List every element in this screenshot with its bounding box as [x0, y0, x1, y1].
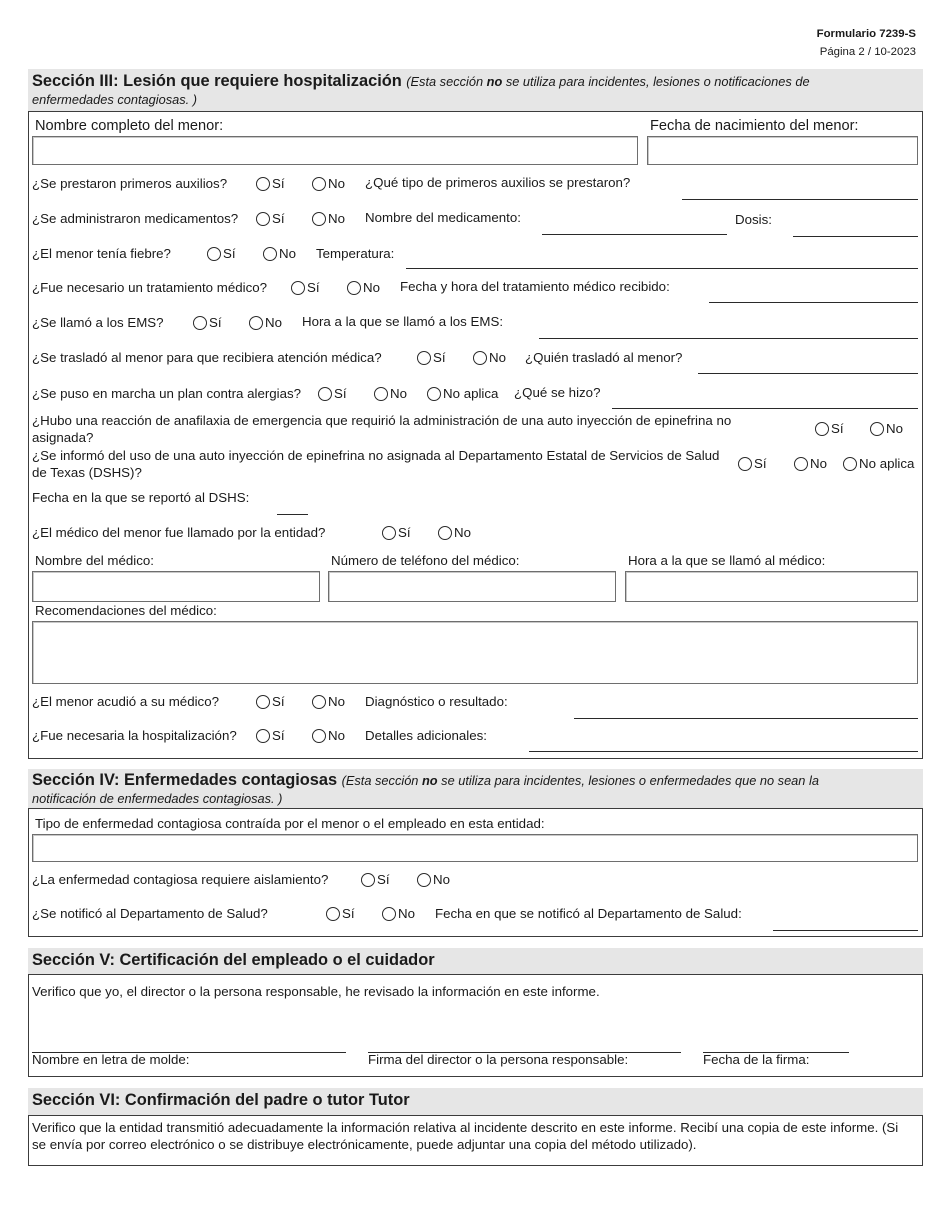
child-dob-field[interactable] — [647, 136, 918, 165]
doctor-recs-label: Recomendaciones del médico: — [35, 603, 217, 618]
page-info: Página 2 / 10-2023 — [819, 46, 916, 58]
fever-no-option[interactable]: No — [263, 246, 296, 262]
hospitalization-question: ¿Fue necesaria la hospitalización? — [32, 728, 237, 743]
allergy-what-label: ¿Qué se hizo? — [514, 385, 601, 400]
diagnosis-label: Diagnóstico o resultado: — [365, 694, 508, 709]
allergy-yes-radio[interactable] — [318, 387, 332, 401]
treatment-datetime-label: Fecha y hora del tratamiento médico recibido: — [400, 279, 670, 294]
health-dept-no-option[interactable]: No — [382, 906, 415, 922]
treatment-question: ¿Fue necesario un tratamiento médico? — [32, 280, 268, 295]
ems-time-label: Hora a la que se llamó a los EMS: — [302, 314, 504, 329]
transport-no-option[interactable]: No — [473, 350, 506, 366]
fever-question: ¿El menor tenía fiebre? — [32, 246, 171, 261]
allergy-yes-option[interactable]: Sí — [318, 386, 347, 402]
details-label: Detalles adicionales: — [365, 728, 487, 743]
section-5-title: Sección V: Certificación del empleado o el cuidador — [32, 951, 435, 969]
print-name-label: Nombre en letra de molde: — [32, 1052, 190, 1067]
visited-doctor-question: ¿El menor acudió a su médico? — [32, 694, 219, 709]
treatment-yes-radio[interactable] — [291, 281, 305, 295]
meds-no-radio[interactable] — [312, 212, 326, 226]
dshs-date-line[interactable] — [277, 514, 308, 515]
section-4-title: Sección IV: Enfermedades contagiosas — [32, 771, 338, 789]
dshs-no-option[interactable]: No — [794, 456, 827, 472]
meds-question: ¿Se administraron medicamentos? — [32, 211, 239, 226]
section-6-verify-text: Verifico que la entidad transmitió adecuadamente la información relativa al incidente descrito en este informe. Recibí una copia de este informe. (Si se envía por correo electrónico o se distribuye electrónicamente, puede adjuntar una copia del método utilizado). — [32, 1120, 899, 1152]
visited-doctor-no-option[interactable]: No — [312, 694, 345, 710]
doctor-time-field[interactable] — [625, 571, 918, 602]
first-aid-type-label: ¿Qué tipo de primeros auxilios se prestaron? — [365, 175, 631, 190]
dshs-question: ¿Se informó del uso de una auto inyección de epinefrina no asignada al Departamento Estatal de Servicios de Salud de Texas (DSHS)? — [32, 448, 720, 480]
first-aid-no-radio[interactable] — [312, 177, 326, 191]
allergy-no-option[interactable]: No — [374, 386, 407, 402]
dshs-na-option[interactable]: No aplica — [843, 456, 914, 472]
ems-no-option[interactable]: No — [249, 315, 282, 331]
health-dept-date-label: Fecha en que se notificó al Departamento de Salud: — [435, 906, 742, 921]
meds-name-label: Nombre del medicamento: — [365, 210, 521, 225]
dose-label: Dosis: — [735, 212, 772, 227]
health-dept-yes-option[interactable]: Sí — [326, 906, 355, 922]
diagnosis-line[interactable] — [574, 718, 918, 719]
isolation-no-radio[interactable] — [417, 873, 431, 887]
section-3-title: Sección III: Lesión que requiere hospitalización — [32, 72, 402, 90]
child-name-field[interactable] — [32, 136, 638, 165]
transport-no-radio[interactable] — [473, 351, 487, 365]
anaphylaxis-question: ¿Hubo una reacción de anafilaxia de emergencia que requirió la administración de una auto inyección de epinefrina no asignada? — [32, 413, 732, 445]
doctor-called-no-option[interactable]: No — [438, 525, 471, 541]
transport-yes-radio[interactable] — [417, 351, 431, 365]
ems-yes-radio[interactable] — [193, 316, 207, 330]
treatment-no-option[interactable]: No — [347, 280, 380, 296]
hospitalization-no-option[interactable]: No — [312, 728, 345, 744]
temperature-line[interactable] — [406, 268, 918, 269]
isolation-no-option[interactable]: No — [417, 872, 450, 888]
dshs-date-label: Fecha en la que se reportó al DSHS: — [32, 490, 250, 505]
doctor-phone-field[interactable] — [328, 571, 616, 602]
section-4-note: (Esta sección no se utiliza para incidentes, lesiones o enfermedades que no sean la — [341, 773, 819, 788]
fever-no-radio[interactable] — [263, 247, 277, 261]
ems-time-line[interactable] — [539, 338, 918, 339]
ems-no-radio[interactable] — [249, 316, 263, 330]
ems-yes-option[interactable]: Sí — [193, 315, 222, 331]
health-dept-no-radio[interactable] — [382, 907, 396, 921]
section-6-header — [28, 1088, 923, 1115]
child-dob-label: Fecha de nacimiento del menor: — [650, 118, 859, 134]
ems-question: ¿Se llamó a los EMS? — [32, 315, 164, 330]
allergy-what-line[interactable] — [612, 408, 918, 409]
signature-label: Firma del director o la persona responsable: — [368, 1052, 629, 1067]
section-3-note: (Esta sección no se utiliza para incidentes, lesiones o notificaciones de — [406, 74, 810, 89]
meds-yes-option[interactable]: Sí — [256, 211, 285, 227]
visited-doctor-no-radio[interactable] — [312, 695, 326, 709]
section-3-note-line2: enfermedades contagiosas. ) — [32, 92, 198, 107]
form-number: Formulario 7239-S — [816, 28, 916, 40]
doctor-name-field[interactable] — [32, 571, 320, 602]
health-dept-date-line[interactable] — [773, 930, 918, 931]
anaphylaxis-no-option[interactable]: No — [870, 421, 903, 437]
doctor-phone-label: Número de teléfono del médico: — [331, 553, 520, 568]
anaphylaxis-yes-option[interactable]: Sí — [815, 421, 844, 437]
visited-doctor-yes-radio[interactable] — [256, 695, 270, 709]
first-aid-no-option[interactable]: No — [312, 176, 345, 192]
transport-who-line[interactable] — [698, 373, 918, 374]
section-5-verify-text: Verifico que yo, el director o la persona responsable, he revisado la información en este informe. — [32, 984, 600, 999]
doctor-called-question: ¿El médico del menor fue llamado por la entidad? — [32, 525, 326, 540]
treatment-yes-option[interactable]: Sí — [291, 280, 320, 296]
anaphylaxis-no-radio[interactable] — [870, 422, 884, 436]
dose-line[interactable] — [793, 236, 918, 237]
first-aid-yes-radio[interactable] — [256, 177, 270, 191]
child-name-label: Nombre completo del menor: — [35, 118, 224, 134]
health-dept-question: ¿Se notificó al Departamento de Salud? — [32, 906, 268, 921]
allergy-na-option[interactable]: No aplica — [427, 386, 498, 402]
doctor-time-label: Hora a la que se llamó al médico: — [628, 553, 826, 568]
fever-yes-option[interactable]: Sí — [207, 246, 236, 262]
treatment-no-radio[interactable] — [347, 281, 361, 295]
allergy-plan-question: ¿Se puso en marcha un plan contra alergias? — [32, 386, 302, 401]
doctor-name-label: Nombre del médico: — [35, 553, 154, 568]
temperature-label: Temperatura: — [316, 246, 395, 261]
first-aid-type-line[interactable] — [682, 199, 918, 200]
first-aid-question: ¿Se prestaron primeros auxilios? — [32, 176, 228, 191]
isolation-yes-radio[interactable] — [361, 873, 375, 887]
illness-type-label: Tipo de enfermedad contagiosa contraída por el menor o el empleado en esta entidad: — [35, 816, 545, 831]
visited-doctor-yes-option[interactable]: Sí — [256, 694, 285, 710]
transport-question: ¿Se trasladó al menor para que recibiera atención médica? — [32, 350, 382, 365]
dshs-yes-option[interactable]: Sí — [738, 456, 767, 472]
meds-yes-radio[interactable] — [256, 212, 270, 226]
transport-who-label: ¿Quién trasladó al menor? — [525, 350, 683, 365]
anaphylaxis-yes-radio[interactable] — [815, 422, 829, 436]
first-aid-yes-option[interactable]: Sí — [256, 176, 285, 192]
dshs-yes-radio[interactable] — [738, 457, 752, 471]
illness-type-field[interactable] — [32, 834, 918, 862]
meds-name-line[interactable] — [542, 234, 727, 235]
allergy-na-radio[interactable] — [427, 387, 441, 401]
section-4-note-line2: notificación de enfermedades contagiosas. ) — [32, 791, 283, 806]
section-3-header — [28, 69, 923, 111]
allergy-no-radio[interactable] — [374, 387, 388, 401]
isolation-yes-option[interactable]: Sí — [361, 872, 390, 888]
doctor-called-yes-option[interactable]: Sí — [382, 525, 411, 541]
section-6-title: Sección VI: Confirmación del padre o tutor Tutor — [32, 1091, 410, 1109]
isolation-question: ¿La enfermedad contagiosa requiere aislamiento? — [32, 872, 329, 887]
hospitalization-no-radio[interactable] — [312, 729, 326, 743]
details-line[interactable] — [529, 751, 918, 752]
doctor-called-no-radio[interactable] — [438, 526, 452, 540]
doctor-called-yes-radio[interactable] — [382, 526, 396, 540]
doctor-recs-field[interactable] — [32, 621, 918, 684]
sign-date-label: Fecha de la firma: — [703, 1052, 810, 1067]
hospitalization-yes-radio[interactable] — [256, 729, 270, 743]
fever-yes-radio[interactable] — [207, 247, 221, 261]
dshs-no-radio[interactable] — [794, 457, 808, 471]
transport-yes-option[interactable]: Sí — [417, 350, 446, 366]
health-dept-yes-radio[interactable] — [326, 907, 340, 921]
section-5-header — [28, 948, 923, 974]
section-4-header — [28, 769, 923, 808]
treatment-datetime-line[interactable] — [709, 302, 918, 303]
dshs-na-radio[interactable] — [843, 457, 857, 471]
hospitalization-yes-option[interactable]: Sí — [256, 728, 285, 744]
meds-no-option[interactable]: No — [312, 211, 345, 227]
